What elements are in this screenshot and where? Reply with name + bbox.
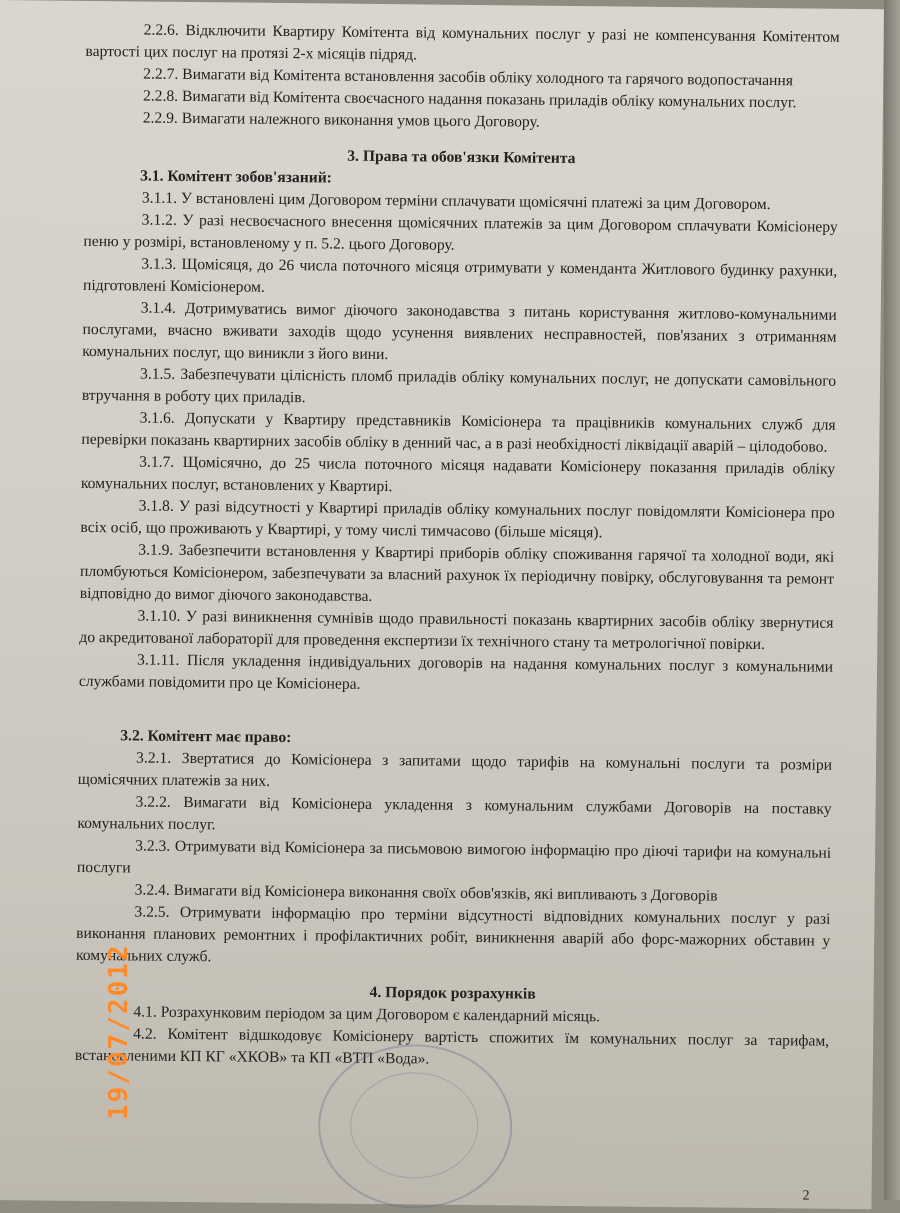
page-number: 2 <box>802 1188 810 1204</box>
clause-3-1-6: 3.1.6. Допускати у Квартиру представників Комісіонера та працівників комунальних служб для перевірки показань квартирних засобів обліку в денний час, а в разі необхідності ліквідації аварій – цілодобово. <box>81 409 836 456</box>
round-seal-inner-ring <box>350 1072 479 1179</box>
clause-3-2-1: 3.2.1. Звертатися до Комісіонера з запитами щодо тарифів на комунальні послуги та розміри щомісячних платежів за них. <box>77 749 833 790</box>
clause-3-1-5: 3.1.5. Забезпечувати цілісність пломб приладів обліку комунальних послуг, не допускати самовільного втручання в роботу цих приладів. <box>81 365 837 407</box>
clause-3-1-11: 3.1.11. Після укладення індивідуальних договорів на надання комунальних послуг з комунальними службами повідомити про це Комісіонера. <box>78 651 834 693</box>
clause-3-1-1: 3.1.1. У встановлені цим Договором терміни сплачувати щомісячні платежі за цим Договором. <box>141 189 771 214</box>
clause-2-2-8: 2.2.8. Вимагати від Комітента своєчасного надання показань приладів обліку комунальних послуг. <box>142 87 797 112</box>
clause-3-1-8: 3.1.8. У разі відсутності у Квартирі приладів обліку комунальних послуг повідомляти Комісіонера про всіх осіб, що проживають у Квартирі, у тому числі тимчасово (більше місяця). <box>80 497 835 542</box>
clause-3-2-5: 3.2.5. Отримувати інформацію про терміни відсутності відповідних комунальних послуг у разі виконання планових ремонтних і профілактичних робіт, виникнення аварій або форс-мажорних обставин у комунальних служб. <box>75 903 831 966</box>
camera-date-stamp <box>104 1090 284 1120</box>
clause-3-1-4: 3.1.4. Дотримуватись вимог діючого законодавства з питань користування житлово-комунальними послугами, вчасно вживати заходів щодо усунення виявлених несправностей, пов'язаних з отриманням комунальних послуг, що виникли з його вини. <box>82 299 837 364</box>
clause-3-1-2: 3.1.2. У разі несвоєчасного внесення щомісячних платежів за цим Договором сплачувати Комісіонеру пеню у розмірі, встановленому у п. 5.2. цього Договору. <box>83 211 838 254</box>
round-seal-stamp <box>317 1043 513 1209</box>
clause-3-1-9: 3.1.9. Забезпечити встановлення у Квартирі приборів обліку споживання гарячої та холодної води, які пломбуються Комісіонером, забезпечувати за власний рахунок їх періодичну повірку, обслуговування та ремонт відповідно до вимог діючого законодавства. <box>79 541 835 605</box>
clause-3-2-2: 3.2.2. Вимагати від Комісіонера укладення з комунальним службами Договорів на поставку комунальних послуг. <box>77 793 832 834</box>
section-3-title: 3. Права та обов'язки Комітента <box>347 147 576 168</box>
clause-4-2: 4.2. Комітент відшкодовує Комісіонеру вартість спожитих їм комунальних послуг за тарифам, встановленими КП КГ «ХКОВ» та КП «ВТП «Вода». <box>74 1025 830 1068</box>
paper-edge-shadow <box>884 0 900 1200</box>
section-4-title: 4. Порядок розрахунків <box>369 983 536 1003</box>
section-3-1-heading: 3.1. Комітент зобов'язаний: <box>140 167 333 187</box>
clause-2-2-9: 2.2.9. Вимагати належного виконання умов цього Договору. <box>142 109 540 131</box>
clause-4-1: 4.1. Розрахунковим періодом за цим Договором є календарний місяць. <box>133 1003 601 1026</box>
section-3-2-heading: 3.2. Комітент має право: <box>120 727 292 747</box>
clause-3-2-4: 3.2.4. Вимагати від Комісіонера виконання своїх обов'язків, які випливають з Договорів <box>134 881 718 905</box>
document-body <box>75 19 840 1075</box>
clause-3-1-10: 3.1.10. У разі виникнення сумнівів щодо правильності показань квартирних засобів обліку звернутися до акредитованої лабораторії для проведення експертизи їх технічного стану та метрологічної повірки. <box>79 607 834 654</box>
clause-3-2-3: 3.2.3. Отримувати від Комісіонера за письмовою вимогою інформацію про діючі тарифи на комунальні послуги <box>76 837 832 877</box>
clause-3-1-7: 3.1.7. Щомісячно, до 25 числа поточного місяця надавати Комісіонеру показання приладів обліку комунальних послуг, встановлених у Квартирі. <box>80 453 836 496</box>
clause-2-2-6: 2.2.6. Відключити Квартиру Комітента від комунальних послуг у разі не компенсування Комітентом вартості цих послуг на протязі 2-х місяців підряд. <box>85 21 840 64</box>
clause-2-2-7: 2.2.7. Вимагати від Комітента встановлення засобів обліку холодного та гарячого водопостачання <box>143 65 794 90</box>
clause-3-1-3: 3.1.3. Щомісяця, до 26 числа поточного місяця отримувати у коменданта Житлового будинку рахунки, підготовлені Комісіонером. <box>82 255 838 296</box>
